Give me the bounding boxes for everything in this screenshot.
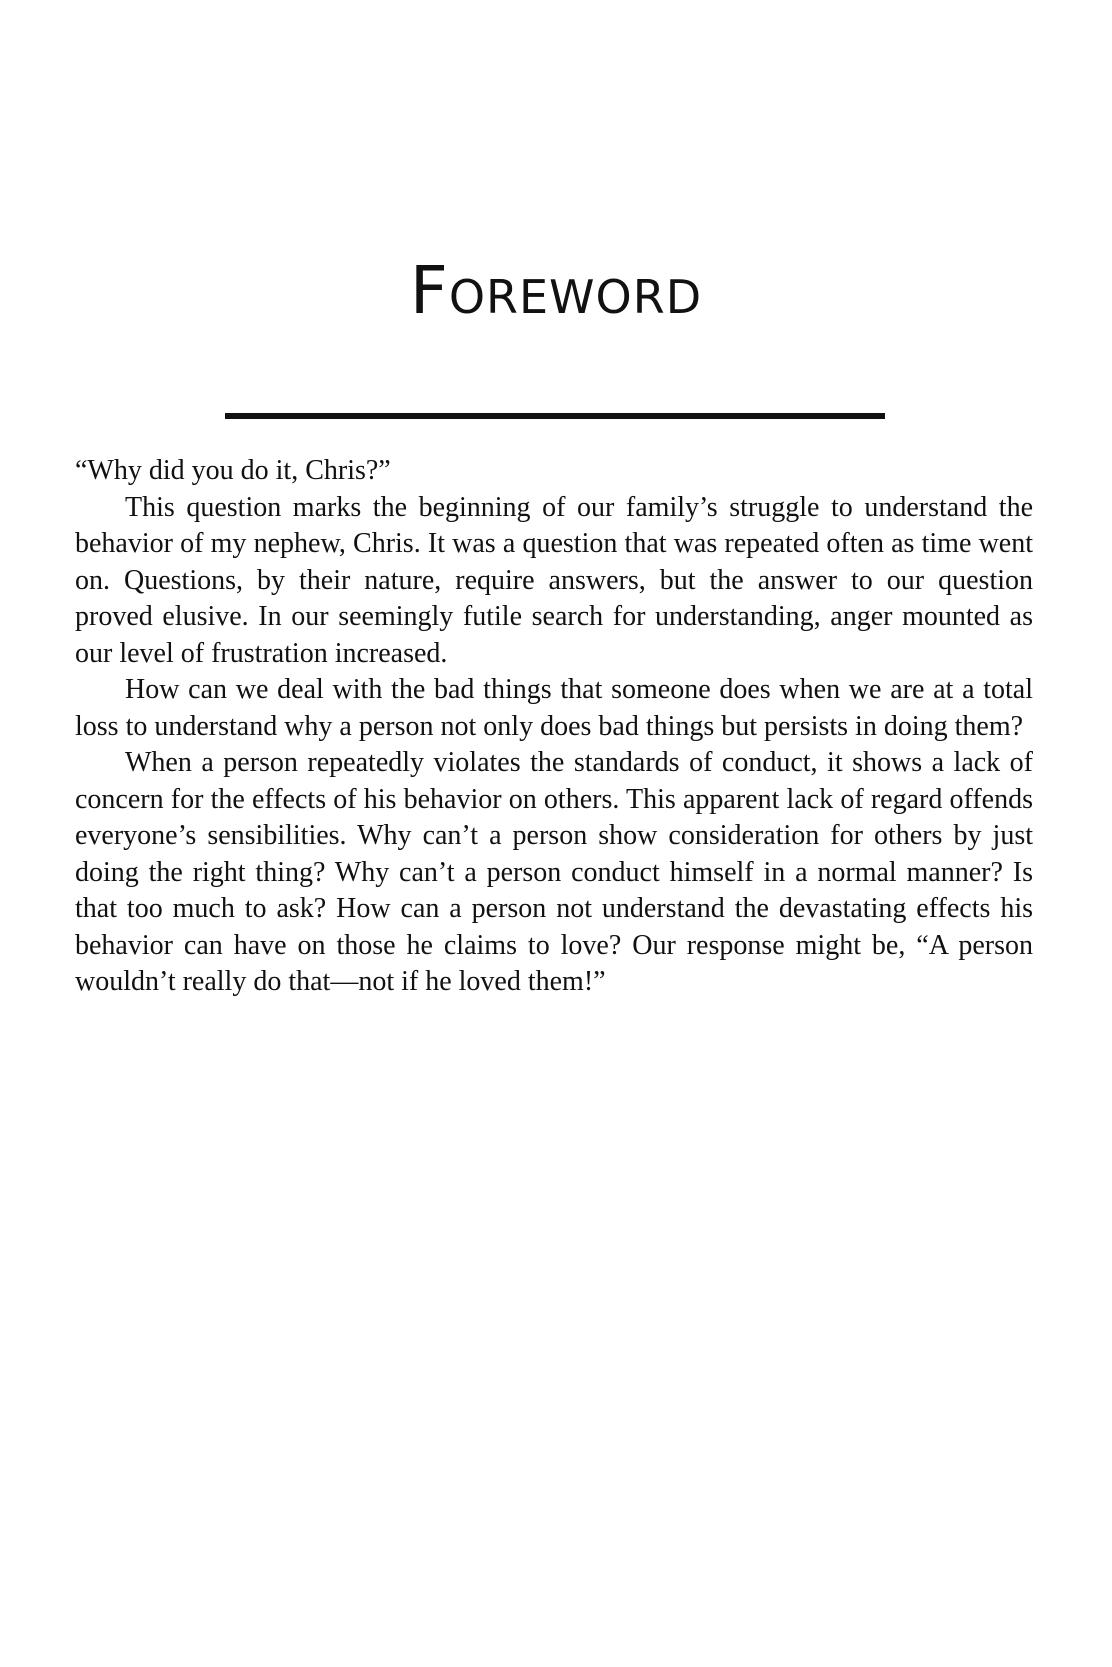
paragraph: How can we deal with the bad things that someone does when we are at a total loss to understand why a person not only does bad things but persists in doing them?	[75, 674, 1033, 742]
title-divider	[225, 413, 885, 419]
chapter-body	[75, 453, 1033, 1001]
chapter-title: Foreword	[409, 252, 703, 329]
paragraph: When a person repeatedly violates the standards of conduct, it shows a lack of concern for the effects of his behavior on others. This apparent lack of regard offends everyone’s sensibilities. Why can’t a person show consideration for others by just doing the right thing? Why can’t a person conduct himself in a normal manner? Is that too much to ask? How can a person not understand the devastating effects his behavior can have on those he claims to love? Our response might be, “A person wouldn’t really do that—not if he loved them!”	[75, 747, 1033, 997]
paragraph: This question marks the beginning of our family’s struggle to understand the behavior of my nephew, Chris. It was a question that was repeated often as time went on. Questions, by their nature, require answers, but the answer to our question proved elusive. In our seemingly futile search for understanding, anger mounted as our level of frustration increased.	[75, 491, 1033, 669]
paragraph-opening-quote: “Why did you do it, Chris?”	[75, 455, 391, 486]
